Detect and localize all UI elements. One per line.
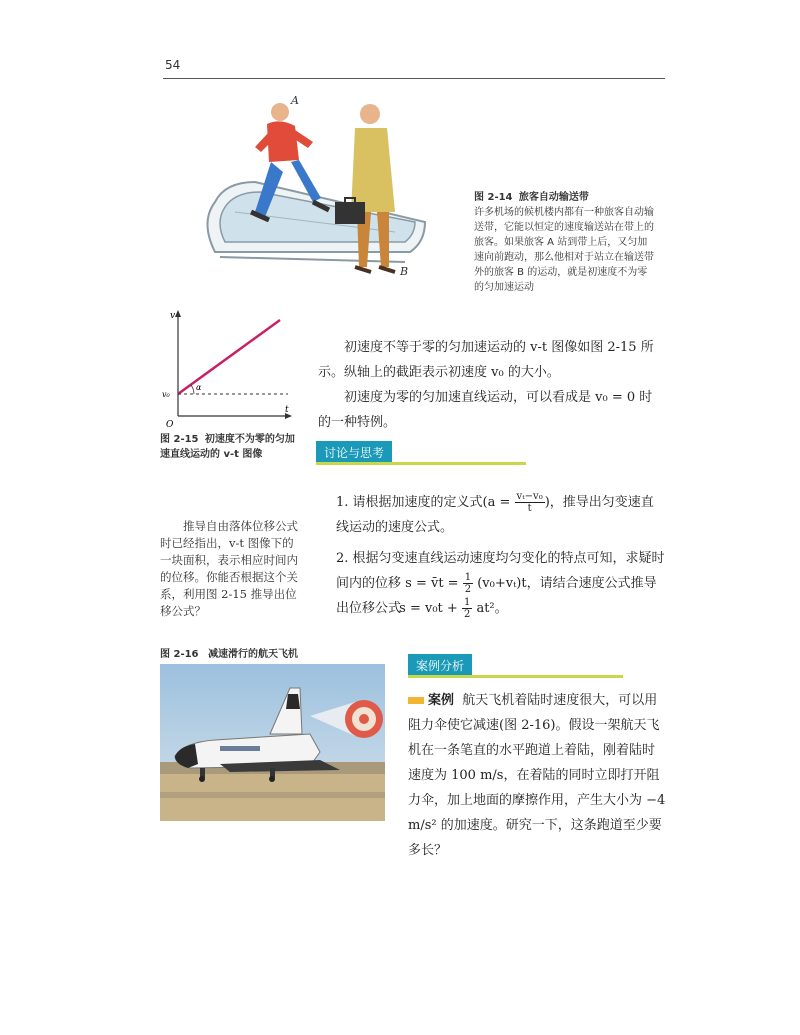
figure-2-15-caption	[160, 432, 300, 462]
case-marker-icon	[408, 697, 424, 704]
discussion-question-1: 1. 请根据加速度的定义式(a = $\frac{\text{vₜ−v₀}}{t}$ )，推导出匀变速直线运动的速度公式。	[336, 491, 654, 535]
person-b-label: B	[400, 265, 409, 278]
q2-fraction-denominator: 2	[464, 584, 472, 595]
figure-2-14-label: 图 2-14	[474, 192, 513, 203]
case-body: 航天飞机着陆时速度很大，可以用阻力伞使它减速(图 2-16)。假设一架航天飞机在一条笔直的水平跑道上着陆，刚着陆时速度为 100 m/s，在着陆的同时立即打开阻力伞，加上地面的摩擦作用，产生大小为 −4 m/s² 的加速度。研究一下，这条跑道至少要多长？	[408, 693, 666, 858]
q2-formula-tail: (v₀+vₜ)t，请结合速度公式推导出位移公式	[336, 576, 657, 616]
shuttle-photo	[160, 664, 385, 821]
page-number: 54	[165, 58, 181, 72]
q2-fraction	[463, 572, 473, 595]
q1-fraction-denominator: t	[527, 503, 532, 514]
case-heading-rule	[408, 675, 623, 678]
paragraph-1: 初速度不等于零的匀加速运动的 v-t 图像如图 2-15 所示。纵轴上的截距表示初速度 v₀ 的大小。	[318, 340, 654, 380]
discussion-heading-bar	[316, 441, 526, 465]
escalator-illustration	[195, 92, 465, 292]
figure-2-16-label: 图 2-16	[160, 649, 199, 660]
figure-2-14-caption	[474, 190, 654, 295]
header-rule	[163, 78, 665, 79]
figure-2-15-title: 初速度不为零的匀加速直线运动的 v-t 图像	[160, 434, 295, 460]
vt-graph	[160, 308, 295, 428]
discussion-heading: 讨论与思考	[316, 441, 392, 465]
origin-label: O	[166, 420, 174, 428]
q1-fraction	[515, 491, 545, 514]
axis-v-label: v	[170, 311, 176, 321]
q2-result-lhs: s = v₀t +	[399, 601, 458, 616]
q2-fraction-numerator: 1	[464, 572, 472, 583]
figure-2-16-title: 减速滑行的航天飞机	[208, 649, 299, 660]
q2-result	[399, 597, 508, 620]
figure-2-14-title: 旅客自动输送带	[518, 192, 589, 203]
figure-2-14-description: 许多机场的候机楼内都有一种旅客自动输送带，它能以恒定的速度输送站在带上的旅客。如果旅客 A 站到带上后，又匀加速向前跑动，那么他相对于站立在输送带外的旅客 B 的运动，就是初速度不为零的匀加速运动	[474, 207, 654, 293]
case-label: 案例	[428, 693, 455, 708]
q1-formula-lhs: a =	[487, 495, 511, 510]
case-heading: 案例分析	[408, 654, 472, 678]
vt-line	[178, 320, 280, 394]
angle-label: α	[196, 383, 202, 392]
figure-2-16-caption	[160, 647, 410, 662]
q1-suffix: ，推导出匀变速直线运动的速度公式。	[336, 495, 654, 535]
q2-result-fraction: $\frac{1}{2}$	[463, 597, 471, 620]
discussion-question-2	[336, 546, 666, 621]
discussion-heading-rule	[316, 462, 526, 465]
q2-text: 2. 根据匀变速直线运动速度均匀变化的特点可知，求疑时间内的位移	[336, 551, 665, 591]
q2-formula: s = v̄t =	[405, 576, 459, 591]
q1-prefix: 1. 请根据加速度的定义式	[336, 495, 483, 510]
case-heading-bar	[408, 654, 623, 678]
side-note: 推导自由落体位移公式时已经指出，v-t 图像下的一块面积，表示相应时间内的位移。你能否根据这个关系，利用图 2-15 推导出位移公式？	[160, 519, 298, 618]
v0-label: v₀	[162, 390, 170, 399]
axis-t-label: t	[285, 405, 289, 415]
q1-fraction-numerator: vₜ−v₀	[516, 491, 543, 502]
person-a-label: A	[291, 94, 299, 107]
paragraph-2: 初速度为零的匀加速直线运动，可以看成是 v₀ = 0 时的一种特例。	[318, 390, 653, 430]
figure-2-15-label: 图 2-15	[160, 434, 199, 445]
q2-result-tail: at²。	[476, 601, 508, 616]
case-study-text	[408, 688, 666, 863]
